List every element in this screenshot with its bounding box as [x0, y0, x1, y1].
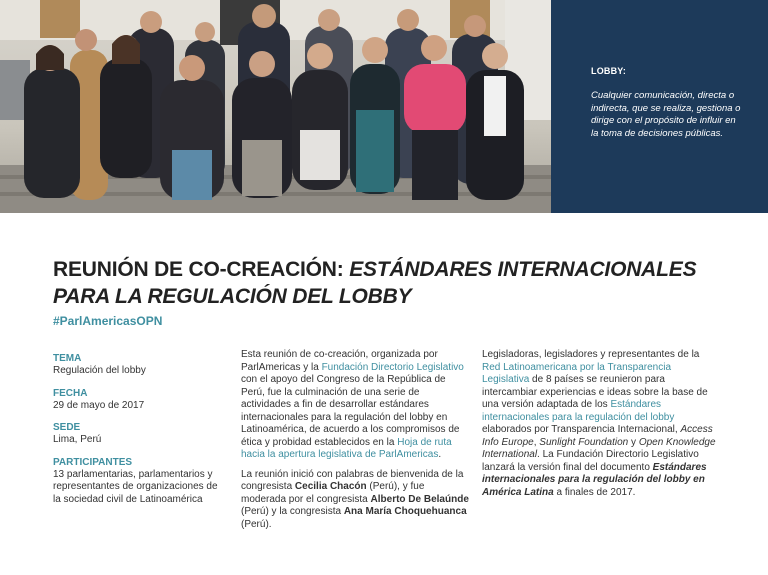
meta-tema-value: Regulación del lobby [53, 365, 146, 376]
person-name: Alberto De Belaúnde [370, 493, 469, 505]
meta-sede-value: Lima, Perú [53, 434, 102, 445]
article-title-part1: REUNIÓN DE CO-CREACIÓN: [53, 258, 350, 281]
person-name: Cecilia Chacón [294, 481, 367, 492]
meta-tema-label: TEMA [53, 353, 82, 364]
group-photo [0, 0, 551, 213]
meta-sede [53, 421, 223, 447]
text: (Perú). [241, 518, 272, 530]
article-title-part2: ESTÁNDARES INTERNACIONALES PARA LA REGULACIÓN DEL LOBBY [53, 258, 697, 308]
text: de 8 países se reunieron para intercambiar experiencias e ideas sobre la base de una versión adaptada de los [482, 374, 708, 410]
meta-fecha-label: FECHA [53, 387, 88, 399]
text: , [533, 436, 540, 448]
paragraph [241, 349, 469, 462]
meta-fecha [53, 387, 223, 413]
lobby-definition-title: LOBBY: [591, 66, 627, 76]
hashtag-link[interactable]: #ParlAmericasOPN [53, 314, 163, 328]
text-column-right [482, 349, 718, 506]
text: . [438, 449, 442, 460]
meta-tema [53, 352, 223, 378]
lobby-definition-box [551, 0, 768, 213]
text: a finales de 2017. [553, 486, 636, 498]
lobby-definition-text: Cualquier comunicación, directa o indirecta, que se realiza, gestiona o dirige con el propósito de influir en la toma de decisiones públicas. [591, 90, 741, 139]
org-name: Open Knowledge International [482, 436, 716, 460]
paragraph [241, 469, 469, 532]
text: con el apoyo del Congreso de la República de Perú, fue la culminación de una serie de actividades a fin de desarrollar estándares internacionales para la regulación del lobby en Latinoamérica, de acuerdo a los compromisos de ética y probidad establecidos en la [241, 374, 460, 448]
text: Legisladoras, legisladores y representantes de la [482, 349, 700, 360]
person-name: Ana María Choquehuanca [343, 506, 467, 517]
text: La reunión inició con palabras de bienvenida de la congresista [241, 468, 464, 492]
text: (Perú) y la congresista [241, 506, 344, 517]
text: elaborados por Transparencia Internacional, [482, 424, 681, 435]
paragraph [482, 349, 718, 499]
meta-sede-label: SEDE [53, 422, 81, 433]
link-fundacion-directorio-legislativo[interactable]: Fundación Directorio Legislativo [321, 361, 464, 373]
meta-fecha-value: 29 de mayo de 2017 [53, 399, 145, 411]
text: y [628, 436, 639, 448]
text-column-middle [241, 349, 469, 538]
meta-participantes-label: PARTICIPANTES [53, 456, 133, 468]
org-name: Sunlight Foundation [539, 436, 629, 448]
meta-participantes [53, 456, 223, 507]
link-red-latinoamericana[interactable]: Red Latinoamericana por la Transparencia Legislativa [482, 361, 671, 385]
link-estandares-internacionales[interactable]: Estándares internacionales para la regulación del lobby [482, 399, 675, 423]
text: . La Fundación Directorio Legislativo lanzará la versión final del documento [482, 449, 699, 473]
document-title: Estándares internacionales para la regulación del lobby en América Latina [482, 461, 707, 498]
meta-participantes-value: 13 parlamentarias, parlamentarios y representantes de organizaciones de la sociedad civil de Latinoamérica [53, 468, 218, 505]
link-hoja-de-ruta[interactable]: Hoja de ruta hacia la apertura legislativa de ParlAmericas [241, 436, 452, 460]
org-name: Access Info Europe [482, 424, 713, 448]
text: (Perú), y fue moderada por el congresista [241, 481, 425, 505]
text: Esta reunión de co-creación, organizada por ParlAmericas y la [241, 349, 438, 373]
meta-column [53, 352, 223, 515]
article-title [53, 256, 733, 310]
